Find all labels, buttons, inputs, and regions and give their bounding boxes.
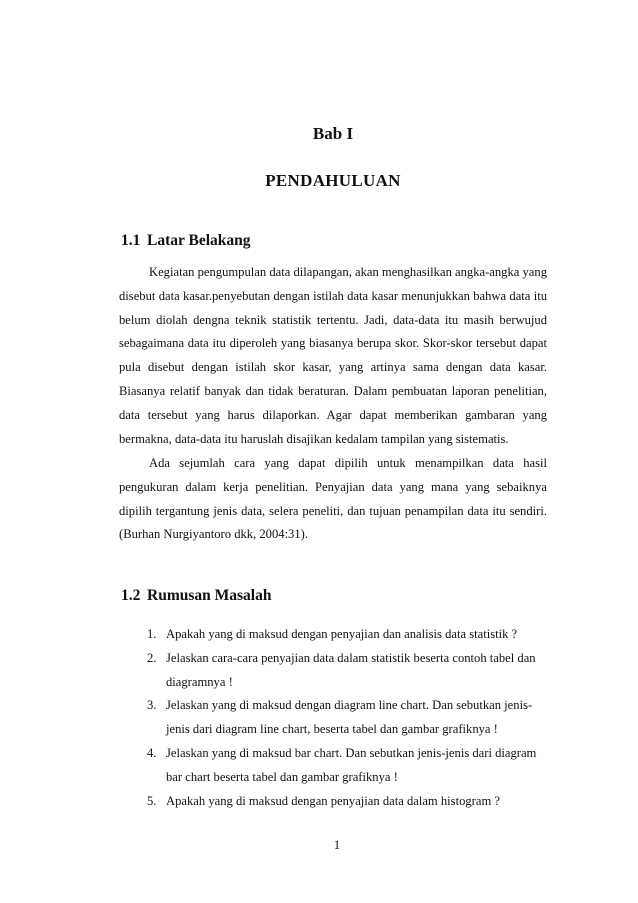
paragraph-2 [119, 452, 547, 547]
section-heading-latar-belakang [121, 232, 251, 250]
list-item-number: 5. [147, 793, 157, 808]
list-item-text: Jelaskan cara-cara penyajian data dalam statistik beserta contoh tabel dan diagramnya ! [166, 650, 536, 689]
list-item-number: 2. [147, 650, 157, 665]
list-item-number: 4. [147, 745, 157, 760]
paragraph-text: Ada sejumlah cara yang dapat dipilih untuk menampilkan data hasil pengukuran dalam kerja penelitian. Penyajian data yang mana yang sebaiknya dipilih tergantung jenis data, selera peneliti, dan tujuan penampilan data itu sendiri. (Burhan Nurgiyantoro dkk, 2004:31). [119, 456, 547, 542]
chapter-number: Bab I [312, 124, 354, 143]
paragraph-1 [119, 261, 547, 451]
paragraph-text: Kegiatan pengumpulan data dilapangan, akan menghasilkan angka-angka yang disebut data kasar.penyebutan dengan istilah data kasar menunjukkan bahwa data itu belum diolah dengna teknik statistik tertentu. Jadi, data-data itu masih berwujud sebagaimana data itu diperoleh yang biasanya berupa skor. Skor-skor tersebut dapat pula disebut dengan istilah skor kasar, yang artinya sama dengan data kasar. Biasanya relatif banyak dan tidak beraturan. Dalam pembuatan laporan penelitian, data tersebut yang harus dilaporkan. Agar dapat memberikan gambaran yang bermakna, data-data itu haruslah disajikan kedalam tampilan yang sistematis. [119, 265, 547, 446]
section-number: 1.2 [121, 587, 141, 604]
list-item-number: 1. [147, 627, 157, 641]
list-item-number: 3. [147, 698, 157, 713]
section-title: Rumusan Masalah [147, 587, 272, 604]
list-item-text: Jelaskan yang di maksud dengan diagram line chart. Dan sebutkan jenis-jenis dari diagram line chart, beserta tabel dan gambar grafiknya ! [166, 698, 533, 737]
page-number: 1 [333, 838, 341, 852]
list-item [119, 694, 549, 742]
list-item [119, 790, 549, 814]
chapter-title: PENDAHULUAN [265, 171, 401, 190]
list-item [119, 647, 549, 695]
problem-list [119, 623, 549, 813]
section-heading-rumusan-masalah [121, 587, 271, 605]
list-item-text: Apakah yang di maksud dengan penyajian dan analisis data statistik ? [166, 627, 518, 641]
section-title: Latar Belakang [147, 232, 251, 249]
section-number: 1.1 [121, 232, 141, 249]
list-item-text: Jelaskan yang di maksud bar chart. Dan sebutkan jenis-jenis dari diagram bar chart beserta tabel dan gambar grafiknya ! [166, 745, 537, 784]
list-item-text: Apakah yang di maksud dengan penyajian data dalam histogram ? [166, 793, 500, 808]
list-item [119, 742, 549, 790]
list-item [119, 623, 549, 647]
